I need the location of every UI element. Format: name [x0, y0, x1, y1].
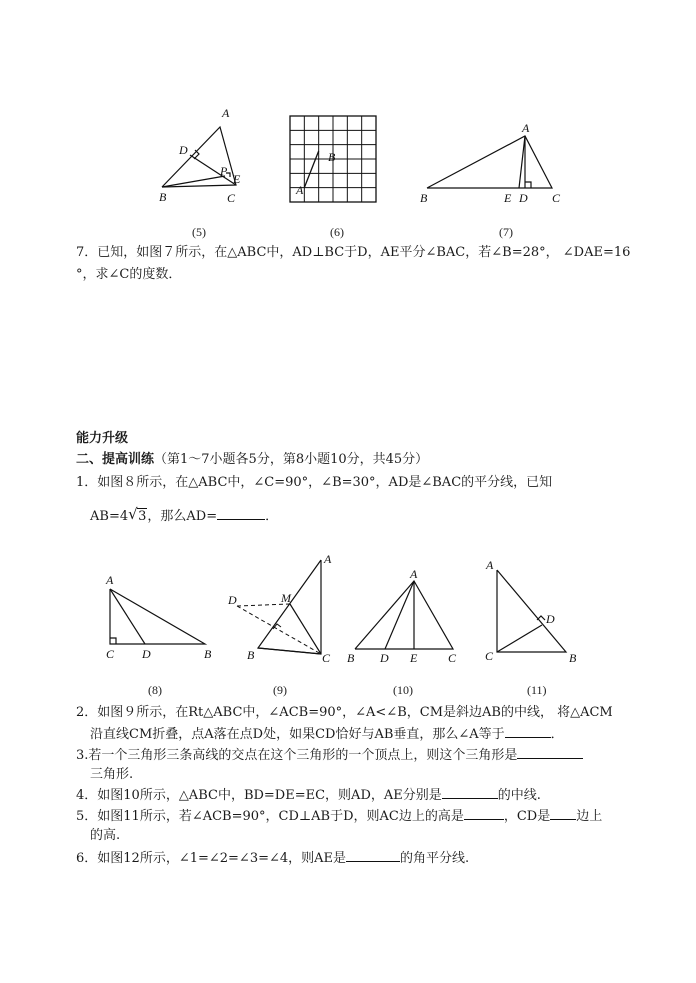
p5-text-b: ，CD是	[503, 809, 551, 824]
fig11-label-C: C	[485, 649, 494, 663]
p3-line1-text: 3.若一个三角形三条高线的交点在这个三角形的一个顶点上，则这个三角形是	[76, 748, 518, 763]
fig11-label-D: D	[546, 612, 555, 626]
p5-line2: 的高.	[90, 828, 121, 843]
p4-text-b: 的中线.	[497, 788, 541, 803]
figure-7	[415, 118, 575, 208]
p6-answer-blank[interactable]	[346, 849, 400, 862]
p1-sqrt	[128, 505, 147, 526]
fig6-label-B: B	[328, 150, 336, 164]
fig11-caption: (11)	[527, 683, 547, 697]
fig9-label-A: A	[324, 552, 332, 566]
p5-line1	[76, 807, 602, 826]
fig7-label-E: E	[504, 191, 512, 205]
figure-11	[480, 553, 590, 668]
fig6-caption: (6)	[330, 225, 344, 239]
p1-prefix: AB=4	[90, 509, 129, 524]
section-heading	[76, 451, 428, 469]
figure-9	[225, 548, 340, 668]
fig5-label-A: A	[222, 106, 230, 120]
figure-8	[100, 570, 220, 665]
section-title: 能力升级	[76, 431, 129, 446]
section-scoring: （第1～7小题各5分，第8小题10分，共45分）	[154, 452, 429, 467]
q7-line1: 7．已知，如图７所示，在△ABC中，AD⊥BC于D，AE平分∠BAC，若∠B=28°， ∠DAE=16	[76, 245, 631, 260]
p4-answer-blank[interactable]	[442, 786, 498, 799]
figure-6	[286, 112, 381, 207]
fig11-label-A: A	[486, 558, 494, 572]
fig8-label-A: A	[106, 573, 114, 587]
q7-line2: °，求∠C的度数．	[76, 267, 182, 282]
p1-suffix: ，那么AD=	[147, 509, 218, 524]
fig7-label-D: D	[519, 191, 528, 205]
p5-text-c: 边上	[576, 809, 603, 824]
fig10-label-C: C	[448, 651, 457, 665]
radical-icon: √	[128, 505, 138, 523]
fig5-label-C: C	[227, 191, 236, 205]
p3-answer-blank[interactable]	[517, 746, 583, 759]
p2-answer-blank[interactable]	[505, 725, 551, 738]
fig9-label-D: D	[228, 593, 237, 607]
p2-line1: 2．如图９所示，在Rt△ABC中，∠ACB=90°，∠A<∠B，CM是斜边AB的中线， 将△ACM	[76, 705, 613, 720]
p4-line	[76, 786, 541, 805]
fig7-label-C: C	[552, 191, 561, 205]
p6-line	[76, 849, 469, 868]
fig7-label-B: B	[420, 191, 428, 205]
fig5-label-P: P	[220, 164, 228, 178]
p5-answer-blank-1[interactable]	[464, 807, 504, 820]
fig9-caption: (9)	[273, 683, 287, 697]
p1-end: ．	[265, 509, 279, 524]
fig5-label-E: E	[233, 172, 241, 186]
fig10-label-E: E	[410, 651, 418, 665]
fig7-caption: (7)	[499, 225, 513, 239]
fig6-label-A: A	[296, 183, 304, 197]
fig9-label-M: M	[281, 591, 291, 605]
section-heading-text: 二、提高训练	[76, 452, 155, 467]
fig8-label-D: D	[142, 647, 151, 661]
fig5-label-D: D	[179, 143, 188, 157]
p2-line2-text: 沿直线CM折叠，点A落在点D处，如果CD恰好与AB垂直，那么∠A等于	[90, 727, 505, 742]
p1-answer-blank[interactable]	[217, 507, 265, 520]
p1-line1: 1．如图８所示，在△ABC中，∠C=90°，∠B=30°，AD是∠BAC的平分线，已知	[76, 475, 553, 490]
p2-line2	[90, 725, 564, 744]
fig10-label-B: B	[347, 651, 355, 665]
p5-text-a: 5．如图11所示，若∠ACB=90°，CD⊥AB于D，则AC边上的高是	[76, 809, 464, 824]
p6-text-a: 6．如图12所示，∠1=∠2=∠3=∠4，则AE是	[76, 851, 347, 866]
fig8-label-C: C	[106, 647, 115, 661]
fig10-label-A: A	[410, 567, 418, 581]
fig5-caption: (5)	[192, 225, 206, 239]
p1-radicand: 3	[138, 509, 147, 524]
p6-text-b: 的角平分线.	[400, 851, 470, 866]
figure-5	[150, 103, 260, 208]
fig9-label-C: C	[322, 651, 331, 665]
fig9-label-B: B	[247, 648, 255, 662]
fig10-label-D: D	[380, 651, 389, 665]
fig5-label-B: B	[159, 190, 167, 204]
p2-line2-end: ．	[550, 727, 564, 742]
fig8-caption: (8)	[148, 683, 162, 697]
fig7-label-A: A	[522, 121, 530, 135]
p3-line1	[76, 746, 583, 765]
fig10-caption: (10)	[393, 683, 413, 697]
p4-text-a: 4．如图10所示，△ABC中，BD=DE=EC，则AD，AE分别是	[76, 788, 442, 803]
figure-10	[342, 566, 467, 666]
p5-answer-blank-2[interactable]	[550, 807, 576, 820]
p3-line2: 三角形.	[90, 767, 134, 782]
p1-line2	[90, 507, 278, 526]
fig8-label-B: B	[204, 647, 212, 661]
fig11-label-B: B	[569, 651, 577, 665]
